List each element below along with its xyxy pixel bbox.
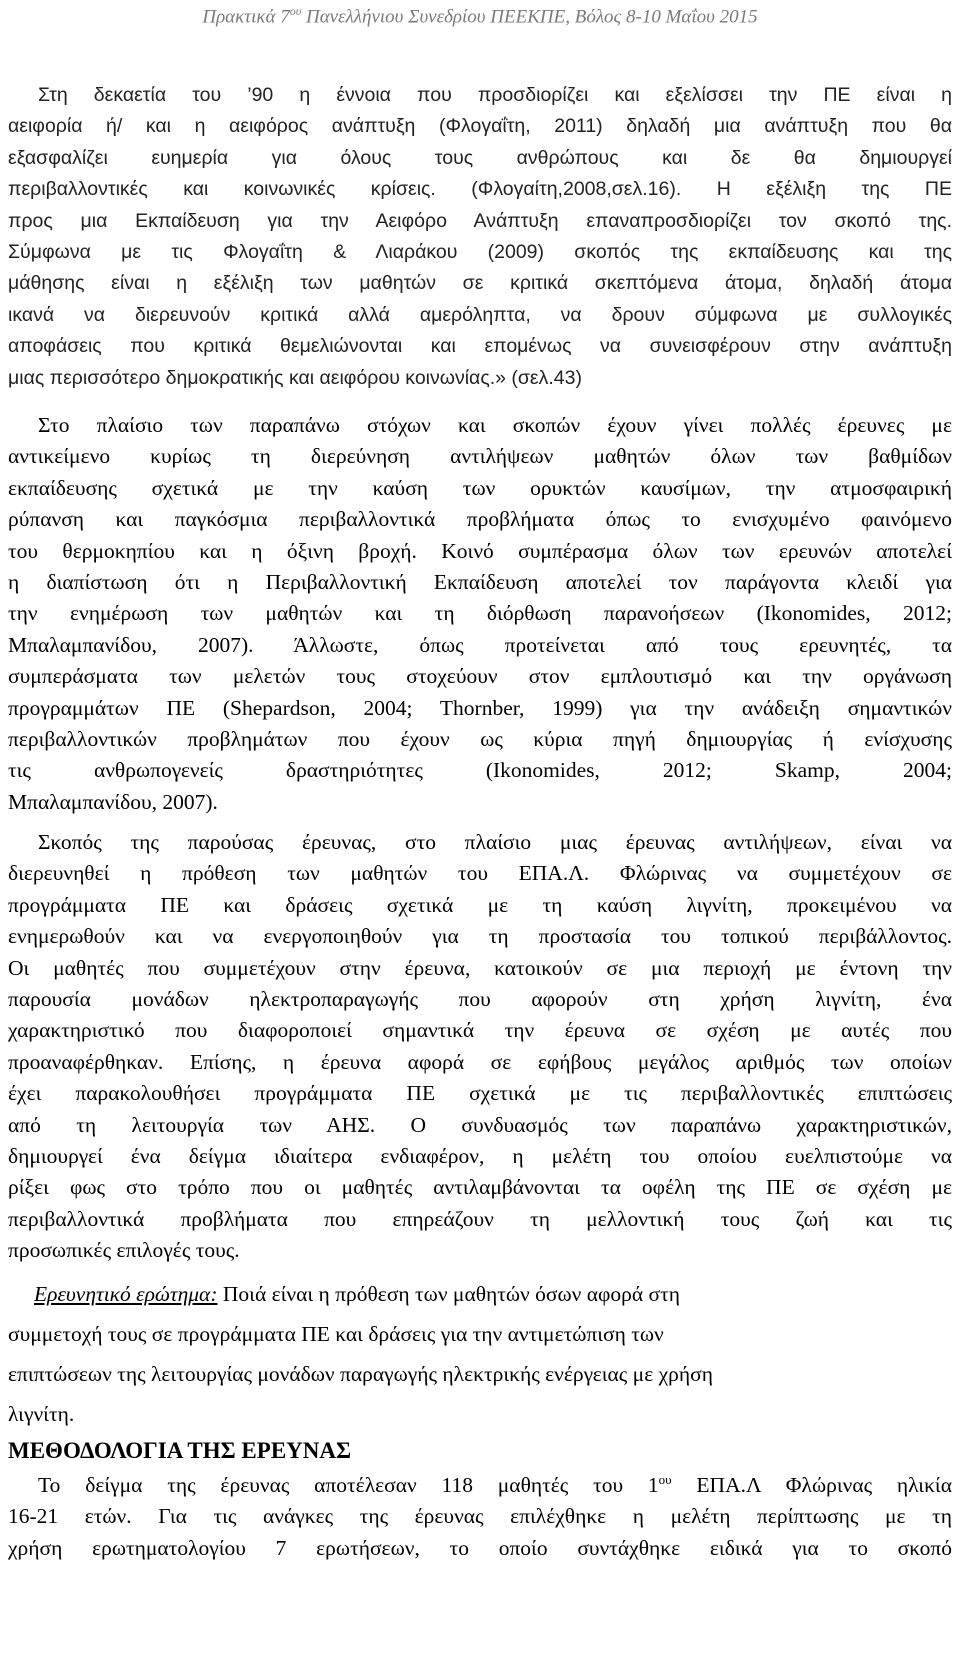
paragraph-line: Στο πλαίσιο των παραπάνω στόχων και σκοπών έχουν γίνει πολλές έρευνες με — [38, 413, 952, 437]
paragraph-line: Στη δεκαετία του ’90 η έννοια που προσδιορίζει και εξελίσσει την ΠΕ είναι η — [38, 84, 952, 106]
paragraph-line: μιας περισσότερο δημοκρατικής και αειφόρου κοινωνίας.» (σελ.43) — [8, 366, 582, 389]
header-text-rest: Πανελλήνιου Συνεδρίου ΠΕΕΚΠΕ, Βόλος 8-10 Μαΐου 2015 — [301, 6, 758, 28]
paragraph-line: Μπαλαμπανίδου, 2007). Άλλωστε, όπως προτείνεται από τους ερευνητές, τα — [8, 632, 952, 657]
paragraph-fragment: περιβαλλοντικές και κοινωνικές κρίσεις. (Φλογαίτη,2008,σελ.16). — [8, 178, 682, 201]
paragraph-line: ικανά να διερευνούν κριτικά αλλά αμερόληπτα, να δρουν σύμφωνα με συλλογικές — [8, 303, 952, 326]
paragraph-line: την ενημέρωση των μαθητών και τη διόρθωση παρανοήσεων (Ikonomides, 2012; — [8, 601, 952, 626]
paragraph-line: προς μια Εκπαίδευση για την Αειφόρο Ανάπτυξη επαναπροσδιορίζει τον σκοπό της. — [8, 209, 952, 232]
research-question — [8, 1274, 952, 1434]
paragraph-fragment: Το δείγμα της έρευνας αποτέλεσαν 118 μαθητές του 1 — [38, 1473, 659, 1497]
paragraph-line: εκπαίδευσης σχετικά με την καύση των ορυκτών καυσίμων, την ατμοσφαιρική — [8, 475, 952, 500]
paragraph-line: χρήση ερωτηματολογίου 7 ερωτήσεων, το οποίο συντάχθηκε ειδικά για το σκοπό — [8, 1535, 952, 1560]
paragraph-line: προαναφέρθηκαν. Επίσης, η έρευνα αφορά σε εφήβους μεγάλος αριθμός των οποίων — [8, 1049, 952, 1074]
paragraph-line: προσωπικές επιλογές τους. — [8, 1238, 240, 1263]
paragraph-line: προγράμματα ΠΕ και δράσεις σχετικά με τη καύση λιγνίτη, προκειμένου να — [8, 892, 952, 917]
paragraph-line: η διαπίστωση ότι η Περιβαλλοντική Εκπαίδευση αποτελεί τον παράγοντα κλειδί για — [8, 570, 952, 595]
paragraph-2 — [8, 410, 952, 818]
paragraph-line: μάθησης είναι η εξέλιξη των μαθητών σε κριτικά σκεπτόμενα άτομα, δηλαδή άτομα — [8, 272, 952, 295]
paragraph-line: λιγνίτη. — [8, 1402, 75, 1426]
paragraph-line: εξασφαλίζει ευημερία για όλους τους ανθρώπους και δε θα δημιουργεί — [8, 146, 952, 169]
paragraph-line: Σκοπός της παρούσας έρευνας, στο πλαίσιο μιας έρευνας αντιλήψεων, είναι να — [38, 830, 952, 854]
paragraph-line: επιπτώσεων της λειτουργίας μονάδων παραγωγής ηλεκτρικής ενέργειας με χρήση — [8, 1362, 713, 1386]
paragraph-line — [8, 174, 952, 205]
ordinal-superscript: ου — [658, 1471, 672, 1487]
paragraph-line: Μπαλαμπανίδου, 2007). — [8, 789, 218, 814]
paragraph-fragment: ΕΠΑ.Λ Φλώρινας ηλικία — [671, 1473, 952, 1497]
paragraph-line: αντικείμενο κυρίως τη διερεύνηση αντιλήψεων μαθητών όλων των βαθμίδων — [8, 444, 952, 469]
paragraph-line — [8, 536, 952, 567]
paragraph-line: 16-21 ετών. Για τις ανάγκες της έρευνας επιλέχθηκε η μελέτη περίπτωσης με τη — [8, 1504, 952, 1529]
paragraph-line: δημιουργεί ένα δείγμα ιδιαίτερα ενδιαφέρον, η μελέτη του οποίου ευελπιστούμε να — [8, 1144, 952, 1169]
header-superscript: ου — [289, 4, 302, 18]
paragraph-line: αποφάσεις που κριτικά θεμελιώνονται και επομένως να συνεισφέρουν στην ανάπτυξη — [8, 335, 952, 358]
paragraph-line: συμμετοχή τους σε προγράμματα ΠΕ και δράσεις για την αντιμετώπιση των — [8, 1322, 664, 1346]
paragraph-line: έχει παρακολουθήσει προγράμματα ΠΕ σχετικά με τις περιβαλλοντικές επιπτώσεις — [8, 1081, 952, 1106]
paragraph-line: περιβαλλοντικά προβλήματα που επηρεάζουν τη μελλοντική τους ζωή και τις — [8, 1206, 952, 1231]
section-heading: ΜΕΘΟΔΟΛΟΓΙΑ ΤΗΣ ΕΡΕΥΝΑΣ — [8, 1438, 352, 1463]
paragraph-line: αειφορία ή/ και η αειφόρος ανάπτυξη (Φλογαΐτη, 2011) δηλαδή μια ανάπτυξη που θα — [8, 115, 952, 138]
research-question-label: Ερευνητικό ερώτημα: — [34, 1282, 218, 1306]
paragraph-fragment: Η εξέλιξη της ΠΕ — [681, 178, 952, 201]
paragraph-fragment: του θερμοκηπίου και η όξινη βροχή. — [8, 538, 417, 563]
paragraph-line: Σύμφωνα με τις Φλογαΐτη & Λιαράκου (2009) σκοπός της εκπαίδευσης και της — [8, 241, 952, 264]
running-header — [0, 4, 960, 28]
paragraph-line: τις ανθρωπογενείς δραστηριότητες (Ikonomides, 2012; Skamp, 2004; — [8, 758, 952, 783]
paragraph-line: συμπεράσματα των μελετών τους στοχεύουν στον εμπλουτισμό και την οργάνωση — [8, 664, 952, 689]
paragraph-line: διερευνηθεί η πρόθεση των μαθητών του ΕΠΑ.Λ. Φλώρινας να συμμετέχουν σε — [8, 861, 952, 886]
paragraph-line: από τη λειτουργία των ΑΗΣ. Ο συνδυασμός των παραπάνω χαρακτηριστικών, — [8, 1112, 952, 1137]
paragraph-line — [8, 1470, 952, 1501]
paragraph-fragment: Ποιά είναι η πρόθεση των μαθητών όσων αφορά στη — [217, 1282, 680, 1306]
paragraph-line: Οι μαθητές που συμμετέχουν στην έρευνα, κατοικούν σε μια περιοχή με έντονη την — [8, 955, 952, 980]
paragraph-line: ρίξει φως στο τρόπο που οι μαθητές αντιλαμβάνονται τα οφέλη της ΠΕ σε σχέση με — [8, 1175, 952, 1200]
paragraph-fragment: Κοινό συμπέρασμα όλων των ερευνών αποτελεί — [416, 538, 952, 563]
paragraph-line — [8, 1274, 952, 1314]
header-text: Πρακτικά 7 — [202, 6, 290, 28]
paragraph-3 — [8, 827, 952, 1267]
paragraph-line: παρουσία μονάδων ηλεκτροπαραγωγής που αφορούν στη χρήση λιγνίτη, ένα — [8, 987, 952, 1012]
paragraph-line: χαρακτηριστικό που διαφοροποιεί σημαντικά την έρευνα σε σχέση με αυτές που — [8, 1018, 952, 1043]
paragraph-line: ρύπανση και παγκόσμια περιβαλλοντικά προβλήματα όπως το ενισχυμένο φαινόμενο — [8, 507, 952, 532]
paragraph-5 — [8, 1470, 952, 1564]
paragraph-line: προγραμμάτων ΠΕ (Shepardson, 2004; Thornber, 1999) για την ανάδειξη σημαντικών — [8, 695, 952, 720]
paragraph-1 — [8, 80, 952, 394]
paragraph-line: ενημερωθούν και να ενεργοποιηθούν για τη προστασία του τοπικού περιβάλλοντος. — [8, 924, 952, 949]
paragraph-line: περιβαλλοντικών προβλημάτων που έχουν ως κύρια πηγή δημιουργίας ή ενίσχυσης — [8, 727, 952, 752]
